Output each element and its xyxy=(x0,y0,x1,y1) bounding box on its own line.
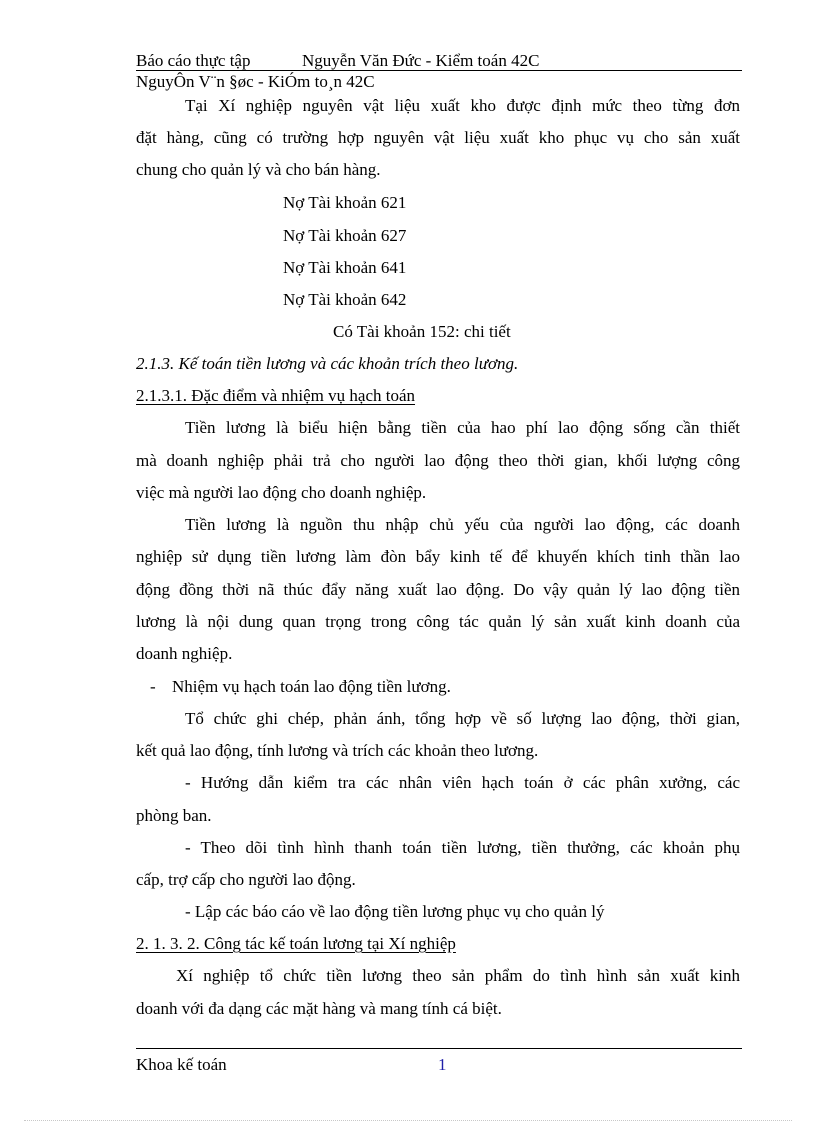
footer-rule xyxy=(136,1048,742,1049)
paragraph-line: - Hướng dẫn kiểm tra các nhân viên hạch toán ở các phân xưởng, các xyxy=(185,773,740,792)
paragraph-line: đặt hàng, cũng có trường hợp nguyên vật liệu xuất kho phục vụ cho sản xuất xyxy=(136,128,740,147)
paragraph-line: phòng ban. xyxy=(136,806,212,825)
credit-entry: Có Tài khoản 152: chi tiết xyxy=(333,322,511,341)
page-number: 1 xyxy=(438,1055,447,1074)
paragraph-line: Tại Xí nghiệp nguyên vật liệu xuất kho được định mức theo từng đơn xyxy=(185,96,740,115)
paragraph-line: mà doanh nghiệp phải trả cho người lao động theo thời gian, khối lượng công xyxy=(136,451,740,470)
paragraph-line: doanh nghiệp. xyxy=(136,644,233,663)
paragraph-line: nghiệp sử dụng tiền lương làm đòn bẩy kinh tế để khuyến khích tinh thần lao xyxy=(136,547,740,566)
paragraph-line: Tiền lương là nguồn thu nhập chủ yếu của người lao động, các doanh xyxy=(185,515,740,534)
paragraph-line: Tiền lương là biểu hiện bằng tiền của hao phí lao động sống cần thiết xyxy=(185,418,740,437)
paragraph-line: Tổ chức ghi chép, phản ánh, tổng hợp về số lượng lao động, thời gian, xyxy=(185,709,740,728)
paragraph-line: kết quả lao động, tính lương và trích các khoản theo lương. xyxy=(136,741,539,760)
header-left: Báo cáo thực tập xyxy=(136,51,251,70)
bullet-text: Nhiệm vụ hạch toán lao động tiền lương. xyxy=(172,677,451,696)
account-entry: Nợ Tài khoản 641 xyxy=(283,258,407,277)
paragraph-line: lương là nội dung quan trọng trong công tác quản lý sản xuất kinh doanh của xyxy=(136,612,740,631)
section-heading: 2.1.3. Kế toán tiền lương và các khoản trích theo lương. xyxy=(136,354,519,373)
paragraph-line: Xí nghiệp tổ chức tiền lương theo sản phẩm do tình hình sản xuất kinh xyxy=(176,966,740,985)
paragraph-line: việc mà người lao động cho doanh nghiệp. xyxy=(136,483,427,502)
header-rule xyxy=(136,70,742,71)
paragraph-line: chung cho quản lý và cho bán hàng. xyxy=(136,160,381,179)
page-edge xyxy=(24,1120,792,1121)
header-right: Nguyễn Văn Đức - Kiểm toán 42C xyxy=(302,51,540,70)
paragraph-line: - Theo dõi tình hình thanh toán tiền lương, tiền thưởng, các khoản phụ xyxy=(185,838,740,857)
account-entry: Nợ Tài khoản 621 xyxy=(283,193,407,212)
account-entry: Nợ Tài khoản 642 xyxy=(283,290,407,309)
bullet-dash: - xyxy=(150,677,156,696)
header-garbled: NguyÔn V¨n §øc - KiÓm to¸n 42C xyxy=(136,72,375,91)
paragraph-line: - Lập các báo cáo về lao động tiền lương phục vụ cho quản lý xyxy=(185,902,605,921)
paragraph-line: doanh với đa dạng các mặt hàng và mang tính cá biệt. xyxy=(136,999,502,1018)
subsection-heading: 2.1.3.1. Đặc điểm và nhiệm vụ hạch toán xyxy=(136,386,416,405)
paragraph-line: động đồng thời nã thúc đẩy năng xuất lao động. Do vậy quản lý lao động tiền xyxy=(136,580,740,599)
subsection-heading: 2. 1. 3. 2. Công tác kế toán lương tại Xí nghiệp xyxy=(136,934,456,953)
account-entry: Nợ Tài khoản 627 xyxy=(283,226,407,245)
paragraph-line: cấp, trợ cấp cho người lao động. xyxy=(136,870,356,889)
footer-left: Khoa kế toán xyxy=(136,1055,227,1074)
